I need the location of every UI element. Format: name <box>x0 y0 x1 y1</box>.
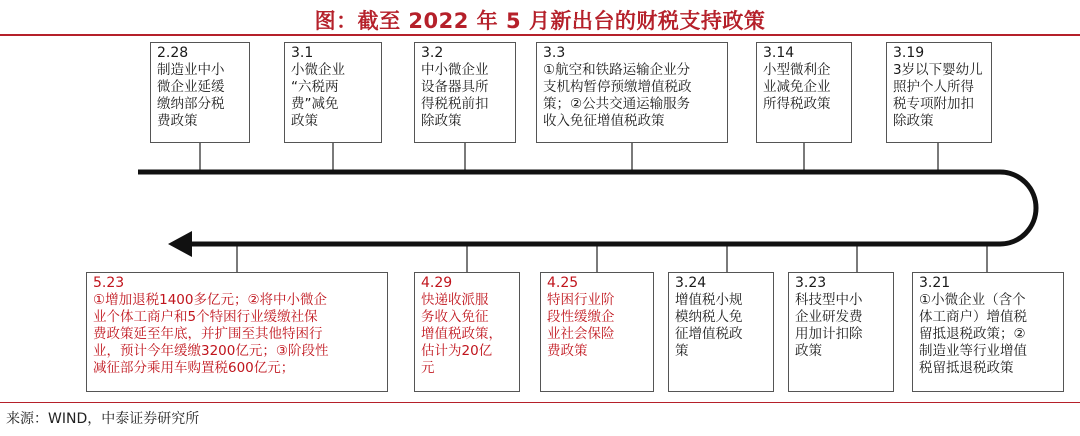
policy-date: 3.3 <box>543 45 566 61</box>
policy-box-3-3 <box>536 42 728 143</box>
policy-text: 3岁以下婴幼儿 照护个人所得 税专项附加扣 除政策 <box>893 62 983 129</box>
policy-box-3-1 <box>284 42 382 143</box>
source-note: 来源：WIND，中泰证券研究所 <box>6 411 200 427</box>
policy-box-3-24 <box>668 272 774 392</box>
policy-date: 4.29 <box>421 275 453 291</box>
policy-box-5-23 <box>86 272 388 392</box>
timeline-line <box>138 172 1036 244</box>
policy-text: 快递收派服 务收入免征 增值税政策， 估计为20亿 元 <box>421 292 502 376</box>
policy-text: 中小微企业 设备器具所 得税税前扣 除政策 <box>421 62 489 129</box>
policy-date: 3.23 <box>795 275 827 291</box>
policy-box-4-29 <box>414 272 520 392</box>
policy-box-3-14 <box>756 42 852 143</box>
policy-box-3-23 <box>788 272 894 392</box>
figure-title: 图：截至 2022 年 5 月新出台的财税支持政策 <box>314 9 766 33</box>
policy-box-3-21 <box>912 272 1064 392</box>
policy-text: ①小微企业（含个 体工商户）增值税 留抵退税政策；② 制造业等行业增值 税留抵退税政策 <box>919 292 1027 376</box>
policy-date: 5.23 <box>93 275 125 291</box>
policy-text: ①增加退税1400多亿元；②将中小微企 业个体工商户和5个特困行业缓缴社保 费政策延至年底，并扩围至其他特困行 业，预计今年缓缴3200亿元；③阶段性 减征部分乘用车购置税600亿元； <box>93 292 329 376</box>
policy-text: 小微企业 “六税两 费”减免 政策 <box>291 62 345 129</box>
policy-date: 2.28 <box>157 45 189 61</box>
policy-box-4-25 <box>540 272 654 392</box>
policy-box-3-2 <box>414 42 516 143</box>
policy-text: ①航空和铁路运输企业分 支机构暂停预缴增值税政 策；②公共交通运输服务 收入免征增值税政策 <box>543 62 692 129</box>
policy-date: 4.25 <box>547 275 579 291</box>
policy-box-3-19 <box>886 42 992 143</box>
policy-date: 3.21 <box>919 275 951 291</box>
policy-date: 3.1 <box>291 45 314 61</box>
policy-date: 3.19 <box>893 45 925 61</box>
policy-text: 小型微利企 业减免企业 所得税政策 <box>763 62 831 112</box>
source-divider <box>0 402 1080 403</box>
policy-text: 增值税小规 模纳税人免 征增值税政 策 <box>675 292 743 359</box>
policy-box-2-28 <box>150 42 250 143</box>
policy-text: 制造业中小 微企业延缓 缴纳部分税 费政策 <box>157 62 225 129</box>
policy-date: 3.2 <box>421 45 444 61</box>
policy-text: 科技型中小 企业研发费 用加计扣除 政策 <box>795 292 863 359</box>
policy-text: 特困行业阶 段性缓缴企 业社会保险 费政策 <box>547 292 615 359</box>
policy-date: 3.14 <box>763 45 795 61</box>
policy-date: 3.24 <box>675 275 707 291</box>
timeline-arrowhead <box>168 231 192 257</box>
